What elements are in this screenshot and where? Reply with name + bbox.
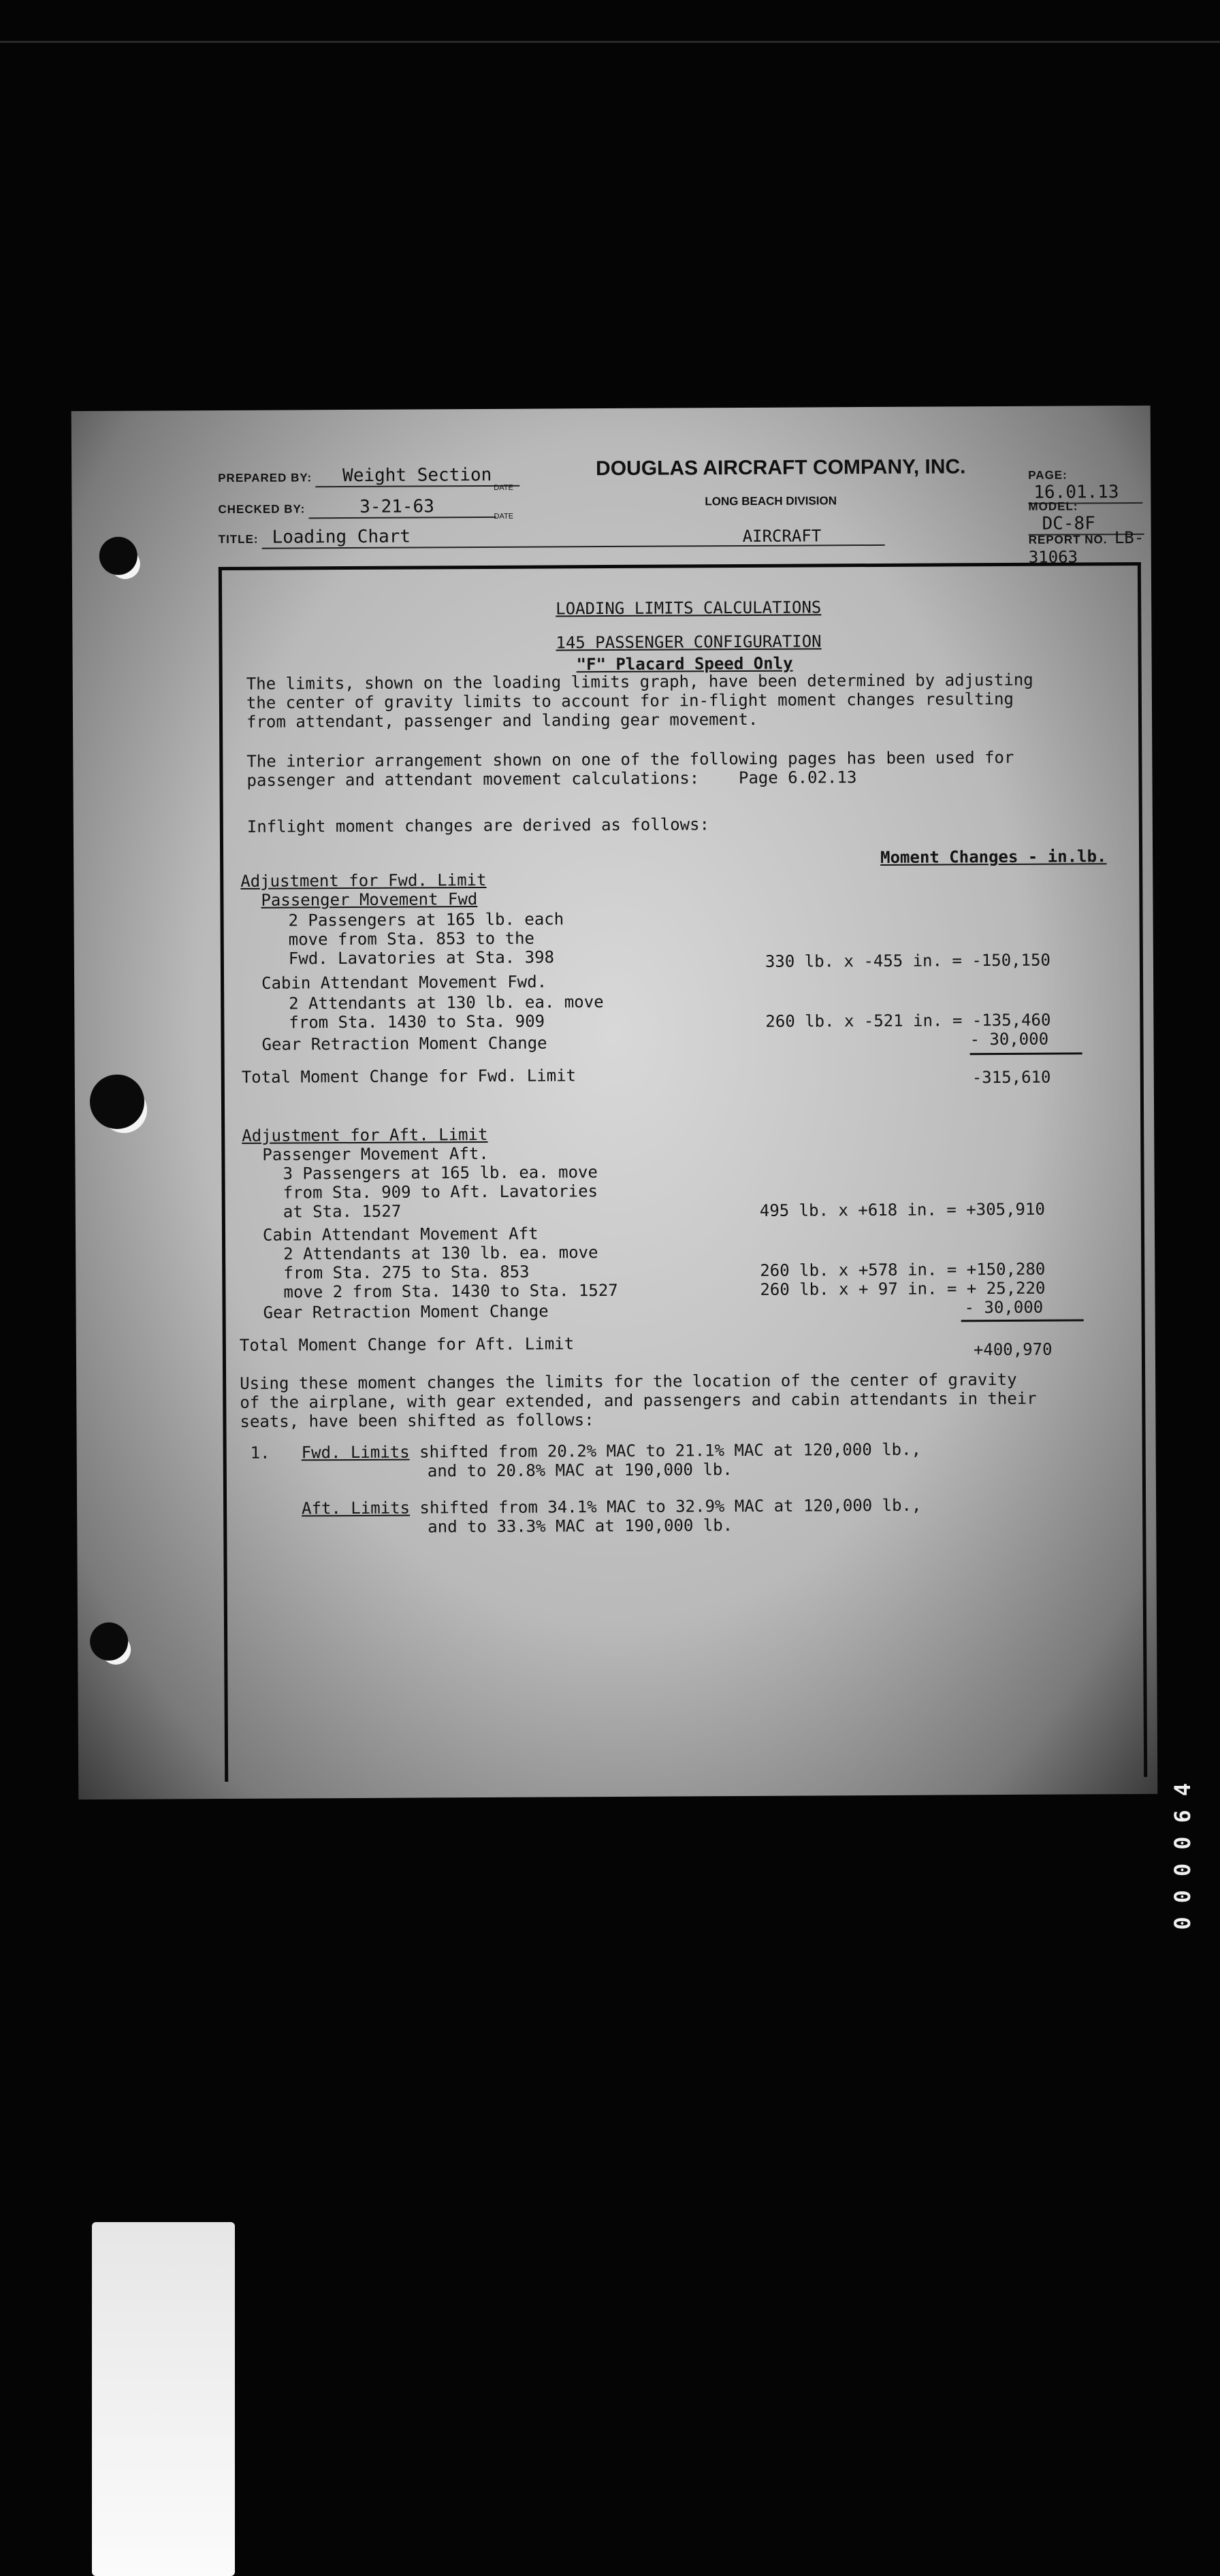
fwd-limits-line: Fwd. Limits shifted from 20.2% MAC to 21.1% MAC at 120,000 lb.,	[301, 1439, 922, 1463]
page-value: 16.01.13	[1028, 482, 1142, 504]
model-value: DC-8F	[1028, 513, 1144, 536]
aft-total-label: Total Moment Change for Aft. Limit	[239, 1334, 575, 1355]
fwd-limits-line-2: and to 20.8% MAC at 190,000 lb.	[427, 1460, 733, 1481]
aft-passenger-calc: 495 lb. x +618 in. = +305,910	[759, 1199, 1045, 1220]
prepared-by-label: PREPARED BY:	[218, 471, 312, 485]
moment-changes-header: Moment Changes - in.lb.	[880, 847, 1107, 867]
aft-gear-title: Gear Retraction Moment Change	[263, 1301, 549, 1322]
fwd-gear-value: - 30,000	[969, 1029, 1049, 1049]
aft-passenger-detail: 3 Passengers at 165 lb. ea. move from Sta. 909 to Aft. Lavatories at Sta. 1527	[283, 1162, 598, 1222]
fwd-gear-title: Gear Retraction Moment Change	[261, 1033, 547, 1054]
fwd-attendant-calc: 260 lb. x -521 in. = -135,460	[765, 1010, 1051, 1031]
fwd-attendant-detail: 2 Attendants at 130 lb. ea. move from Sta. 1430 to Sta. 909	[289, 992, 604, 1032]
paragraph-interior: The interior arrangement shown on one of the following pages has been used for passenger and attendant movement calculations: Page 6.02.13	[246, 747, 1014, 790]
aft-gear-value: - 30,000	[964, 1297, 1044, 1318]
division-name: LONG BEACH DIVISION	[705, 494, 837, 508]
prepared-by-value: Weight Section	[315, 465, 519, 488]
fwd-passenger-detail: 2 Passengers at 165 lb. each move from Sta. 853 to the Fwd. Lavatories at Sta. 398	[288, 909, 564, 968]
film-frame-number: 000064	[1170, 1770, 1195, 1930]
date-label: DATE	[494, 483, 513, 492]
aft-attendant-detail: 2 Attendants at 130 lb. ea. move from Sta. 275 to Sta. 853 move 2 from Sta. 1430 to Sta. 1527	[283, 1243, 618, 1302]
page-field	[1028, 468, 1151, 504]
aft-attendant-calc-1: 260 lb. x +578 in. = +150,280	[760, 1259, 1046, 1280]
fwd-adjustment-title: Adjustment for Fwd. Limit	[240, 870, 487, 891]
paragraph-inflight: Inflight moment changes are derived as follows:	[246, 815, 710, 836]
film-leader-light	[92, 2222, 235, 2576]
company-name: DOUGLAS AIRCRAFT COMPANY, INC.	[596, 455, 966, 480]
aft-adjustment-title: Adjustment for Aft. Limit	[242, 1124, 488, 1145]
film-edge	[0, 41, 1220, 43]
fwd-total-label: Total Moment Change for Fwd. Limit	[241, 1066, 577, 1087]
fwd-limits-label: Fwd. Limits	[301, 1442, 410, 1463]
fwd-passenger-title: Passenger Movement Fwd	[261, 890, 478, 910]
report-label: REPORT NO.	[1028, 533, 1108, 547]
fwd-attendant-title: Cabin Attendant Movement Fwd.	[261, 972, 547, 993]
checked-by-row	[218, 496, 496, 519]
aft-passenger-title: Passenger Movement Aft.	[262, 1143, 489, 1164]
aft-attendant-title: Cabin Attendant Movement Aft	[262, 1224, 539, 1245]
document-sheet	[71, 406, 1158, 1799]
aft-total-value: +400,970	[973, 1339, 1053, 1360]
paragraph-summary: Using these moment changes the limits for the location of the center of gravity of the airplane, with gear extended, and passengers and cabin attendants in their seats, have been shifted as follows:	[240, 1369, 1037, 1431]
punch-hole	[90, 1075, 144, 1129]
fwd-passenger-calc: 330 lb. x -455 in. = -150,150	[765, 950, 1051, 971]
report-value: LB-31063	[1028, 527, 1144, 567]
checked-by-label: CHECKED BY:	[218, 502, 306, 517]
heading-loading-limits: LOADING LIMITS CALCULATIONS	[556, 598, 822, 619]
title-value: Loading Chart	[261, 524, 884, 549]
heading-passenger-config: 145 PASSENGER CONFIGURATION	[556, 632, 822, 653]
prepared-by-row	[218, 465, 519, 488]
date-label: DATE	[494, 512, 514, 521]
aft-limits-line: Aft. Limits shifted from 34.1% MAC to 32.9% MAC at 120,000 lb.,	[302, 1495, 922, 1518]
page-label: PAGE:	[1028, 468, 1068, 482]
model-label: MODEL:	[1028, 500, 1078, 513]
item-number: 1.	[250, 1443, 270, 1463]
heading-placard-speed: "F" Placard Speed Only	[576, 653, 793, 674]
punch-hole	[99, 537, 138, 575]
fwd-total-value: -315,610	[972, 1067, 1051, 1088]
title-label: TITLE:	[218, 532, 259, 547]
aft-limits-label: Aft. Limits	[302, 1498, 411, 1518]
report-field	[1029, 528, 1151, 567]
punch-hole	[90, 1623, 128, 1661]
paragraph-intro: The limits, shown on the loading limits graph, have been determined by adjusting the center of gravity limits to account for in-flight moment changes resulting from attendant, passenger and landing gear movement.	[246, 670, 1033, 732]
aft-limits-line-2: and to 33.3% MAC at 190,000 lb.	[428, 1516, 733, 1537]
checked-by-value: 3-21-63	[308, 496, 496, 519]
aft-attendant-calc-2: 260 lb. x + 97 in. = + 25,220	[760, 1278, 1046, 1299]
aircraft-label: AIRCRAFT	[742, 526, 822, 547]
